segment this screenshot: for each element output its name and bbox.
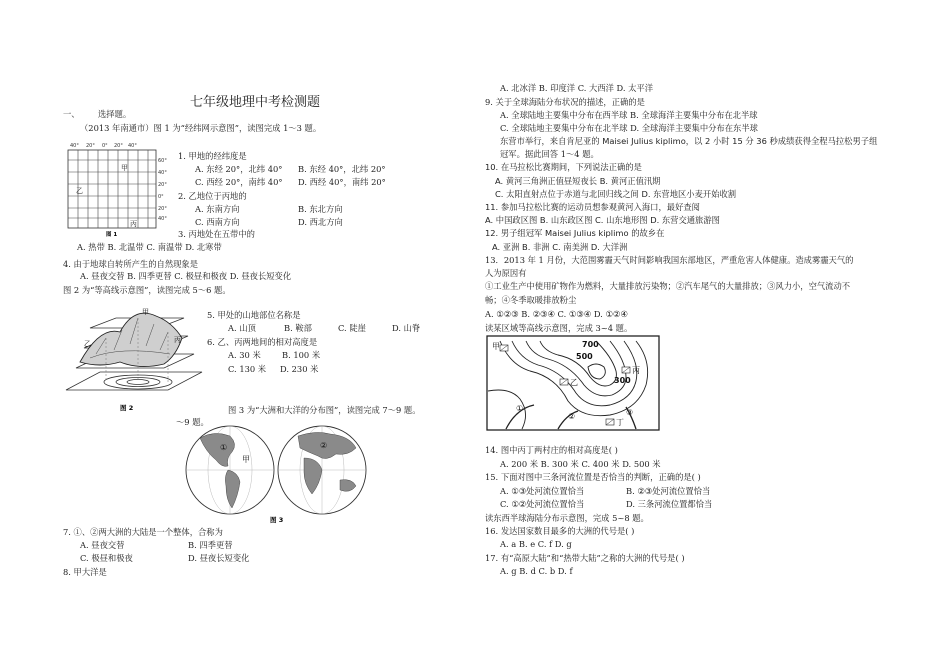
fig2-contour-diagram xyxy=(60,298,208,414)
q16-stem: 16. 发达国家数目最多的大洲的代号是( ) xyxy=(485,526,635,536)
contour-label-jia: 甲 xyxy=(492,342,500,351)
intro-fig2: 图 2 为“等高线示意图”，读图完成 5～6 题。 xyxy=(63,285,231,295)
contour-river-1: ① xyxy=(516,404,524,413)
q8-stem: 8. 甲大洋是 xyxy=(63,567,107,577)
q6-option-a: A. 30 米 xyxy=(228,350,261,360)
fig1-right-tick: 20° xyxy=(158,182,167,188)
fig3-label-jia: 甲 xyxy=(242,455,250,464)
page-title: 七年级地理中考检测题 xyxy=(190,95,321,110)
intro-fig3: 图 3 为“大洲和大洋的分布图”，读图完成 7～9 题。 xyxy=(228,405,421,415)
q15-option-a: A. ①③处河流位置恰当 xyxy=(500,486,585,496)
q11-stem: 11. 参加马拉松比赛的运动员想参观黄河入海口，最好查阅 xyxy=(485,202,700,212)
intro-contour: 读某区域等高线示意图，完成 3~4 题。 xyxy=(485,323,633,333)
q9-options-cd: C. 全球陆地主要集中分布在北半球 D. 全球海洋主要集中分布在东半球 xyxy=(500,123,758,133)
fig1-right-tick: 40° xyxy=(158,216,167,222)
fig3-hemispheres-map xyxy=(180,422,372,524)
fig2-label-jia: 甲 xyxy=(142,308,149,316)
fig1-label-jia: 甲 xyxy=(121,164,128,172)
q14-options: A. 200 米 B. 300 米 C. 400 米 D. 500 米 xyxy=(500,459,661,469)
contour-label-yi: 乙 xyxy=(570,378,578,387)
fig1-label-yi: 乙 xyxy=(76,187,83,195)
passage-line-1: 东营市举行，来自肯尼亚的 Maisei Julius kiplimo，以 2 小时 15 分 36 秒成绩获得全程马拉松男子组 xyxy=(500,136,878,146)
q7-option-d: D. 昼夜长短变化 xyxy=(188,553,250,563)
contour-map xyxy=(486,335,662,433)
q3-options: A. 热带 B. 北温带 C. 南温带 D. 北寒带 xyxy=(77,242,222,252)
q6-option-d: D. 230 米 xyxy=(280,364,319,374)
fig1-top-tick: 40° xyxy=(128,143,137,149)
q15-option-c: C. ①②处河流位置恰当 xyxy=(500,499,585,509)
intro-fig3-fragment: ～9 题。 xyxy=(176,417,209,427)
contour-line-700: 700 xyxy=(582,340,599,349)
q17-options: A. g B. d C. b D. f xyxy=(500,566,573,576)
q15-option-b: B. ②③处河流位置恰当 xyxy=(626,486,711,496)
fig1-right-tick: 0° xyxy=(158,194,164,200)
q2-option-c: C. 西南方向 xyxy=(195,217,240,227)
q13-line-1: 13．2013 年 1 月份，大范围雾霾天气时间影响我国东部地区，严重危害人体健康。造成雾霾天气的 xyxy=(485,255,854,265)
q3-stem: 3. 丙地处在五带中的 xyxy=(178,229,255,239)
fig1-right-tick: 20° xyxy=(158,206,167,212)
fig3-caption: 图 3 xyxy=(270,516,284,524)
q4-stem: 4. 由于地球自转所产生的自然现象是 xyxy=(63,259,199,269)
section-title: 选择题。 xyxy=(98,109,132,119)
contour-line-300: 300 xyxy=(614,376,631,385)
q17-stem: 17. 有“高原大陆”和“热带大陆”之称的大洲的代号是( ) xyxy=(485,553,685,563)
q13-line-2: 人为原因有 xyxy=(485,268,527,278)
q10-options-ab: A. 黄河三角洲正值昼短夜长 B. 黄河正值汛期 xyxy=(495,176,661,186)
q5-stem: 5. 甲处的山地部位名称是 xyxy=(207,310,301,320)
q5-option-d: D. 山脊 xyxy=(392,323,421,333)
q2-option-b: B. 东北方向 xyxy=(298,204,343,214)
intro-hemispheres: 读东西半球海陆分布示意图，完成 5~8 题。 xyxy=(485,513,649,523)
q1-option-c: C. 西经 20°，南纬 40° xyxy=(195,177,283,187)
fig2-caption: 图 2 xyxy=(120,404,134,412)
q1-option-b: B. 东经 40°，北纬 20° xyxy=(298,164,386,174)
q4-options: A. 昼夜交替 B. 四季更替 C. 极昼和极夜 D. 昼夜长短变化 xyxy=(80,271,292,281)
fig1-right-tick: 60° xyxy=(158,158,167,164)
fig1-top-tick: 0° xyxy=(102,143,108,149)
fig1-caption: 图 1 xyxy=(106,232,118,238)
q13-options: A. ①②③ B. ②③④ C. ①③④ D. ①②④ xyxy=(485,309,628,319)
q9-options-ab: A. 全球陆地主要集中分布在西半球 B. 全球海洋主要集中分布在北半球 xyxy=(500,110,758,120)
q13-line-3: ①工业生产中使用矿物作为燃料，大量排放污染物；②汽车尾气的大量排放；③风力小，空气流动不 xyxy=(485,281,851,291)
fig1-label-bing: 丙 xyxy=(130,220,137,228)
intro-fig1: （2013 年南通市）图 1 为“经纬网示意图”，读图完成 1～3 题。 xyxy=(80,123,322,133)
section-number: 一、 xyxy=(63,109,80,119)
q13-line-4: 畅；④冬季取暖排放粉尘 xyxy=(485,295,577,305)
contour-river-2: ② xyxy=(568,412,576,421)
q11-options: A. 中国政区图 B. 山东政区图 C. 山东地形图 D. 东营交通旅游图 xyxy=(485,215,720,225)
passage-line-2: 冠军。据此回答 1～4 题。 xyxy=(500,149,599,159)
contour-river-3: ③ xyxy=(626,408,634,417)
q15-stem: 15. 下面对图中三条河流位置是否恰当的判断，正确的是( ) xyxy=(485,472,701,482)
q8-options: A. 北冰洋 B. 印度洋 C. 大西洋 D. 太平洋 xyxy=(500,83,654,93)
fig1-top-tick: 40° xyxy=(70,143,79,149)
contour-line-500: 500 xyxy=(576,352,593,361)
q1-option-d: D. 西经 40°，南纬 20° xyxy=(298,177,386,187)
q7-option-a: A. 昼夜交替 xyxy=(80,540,125,550)
fig1-graticule xyxy=(62,138,172,238)
fig1-top-tick: 20° xyxy=(114,143,123,149)
q6-option-b: B. 100 米 xyxy=(282,350,321,360)
q5-option-c: C. 陡崖 xyxy=(338,323,366,333)
q6-stem: 6. 乙、丙两地间的相对高度是 xyxy=(207,337,318,347)
q6-option-c: C. 130 米 xyxy=(228,364,267,374)
q12-options: A. 亚洲 B. 非洲 C. 南美洲 D. 大洋洲 xyxy=(492,242,628,252)
q7-option-c: C. 极昼和极夜 xyxy=(80,553,133,563)
fig2-label-yi: 乙 xyxy=(84,340,91,348)
q5-option-a: A. 山顶 xyxy=(228,323,256,333)
q1-stem: 1. 甲地的经纬度是 xyxy=(178,151,247,161)
q15-option-d: D. 三条河流位置都恰当 xyxy=(626,499,713,509)
q1-option-a: A. 东经 20°，北纬 40° xyxy=(195,164,283,174)
fig3-label-two: ② xyxy=(320,441,328,450)
contour-label-ding: 丁 xyxy=(616,418,624,427)
fig2-label-bing: 丙 xyxy=(174,336,181,344)
fig1-right-tick: 40° xyxy=(158,170,167,176)
fig3-label-one: ① xyxy=(220,443,228,452)
q10-stem: 10. 在马拉松比赛期间，下列说法正确的是 xyxy=(485,162,642,172)
q2-option-a: A. 东南方向 xyxy=(195,204,240,214)
q12-stem: 12. 男子组冠军 Maisei Julius kiplimo 的故乡在 xyxy=(485,228,665,238)
q2-option-d: D. 西北方向 xyxy=(298,217,343,227)
q7-option-b: B. 四季更替 xyxy=(188,540,233,550)
contour-label-bing: 丙 xyxy=(632,366,640,375)
q10-options-cd: C. 太阳直射点位于赤道与北回归线之间 D. 东营地区小麦开始收割 xyxy=(495,189,737,199)
q9-stem: 9. 关于全球海陆分布状况的描述，正确的是 xyxy=(485,97,645,107)
q14-stem: 14. 图中丙丁两村庄的相对高度是( ) xyxy=(485,445,618,455)
q2-stem: 2. 乙地位于丙地的 xyxy=(178,191,247,201)
q7-stem: 7. ①、②两大洲的大陆是一个整体，合称为 xyxy=(63,527,223,537)
fig1-top-tick: 20° xyxy=(86,143,95,149)
q16-options: A. a B. e C. f D. g xyxy=(500,539,572,549)
q5-option-b: B. 鞍部 xyxy=(284,323,312,333)
